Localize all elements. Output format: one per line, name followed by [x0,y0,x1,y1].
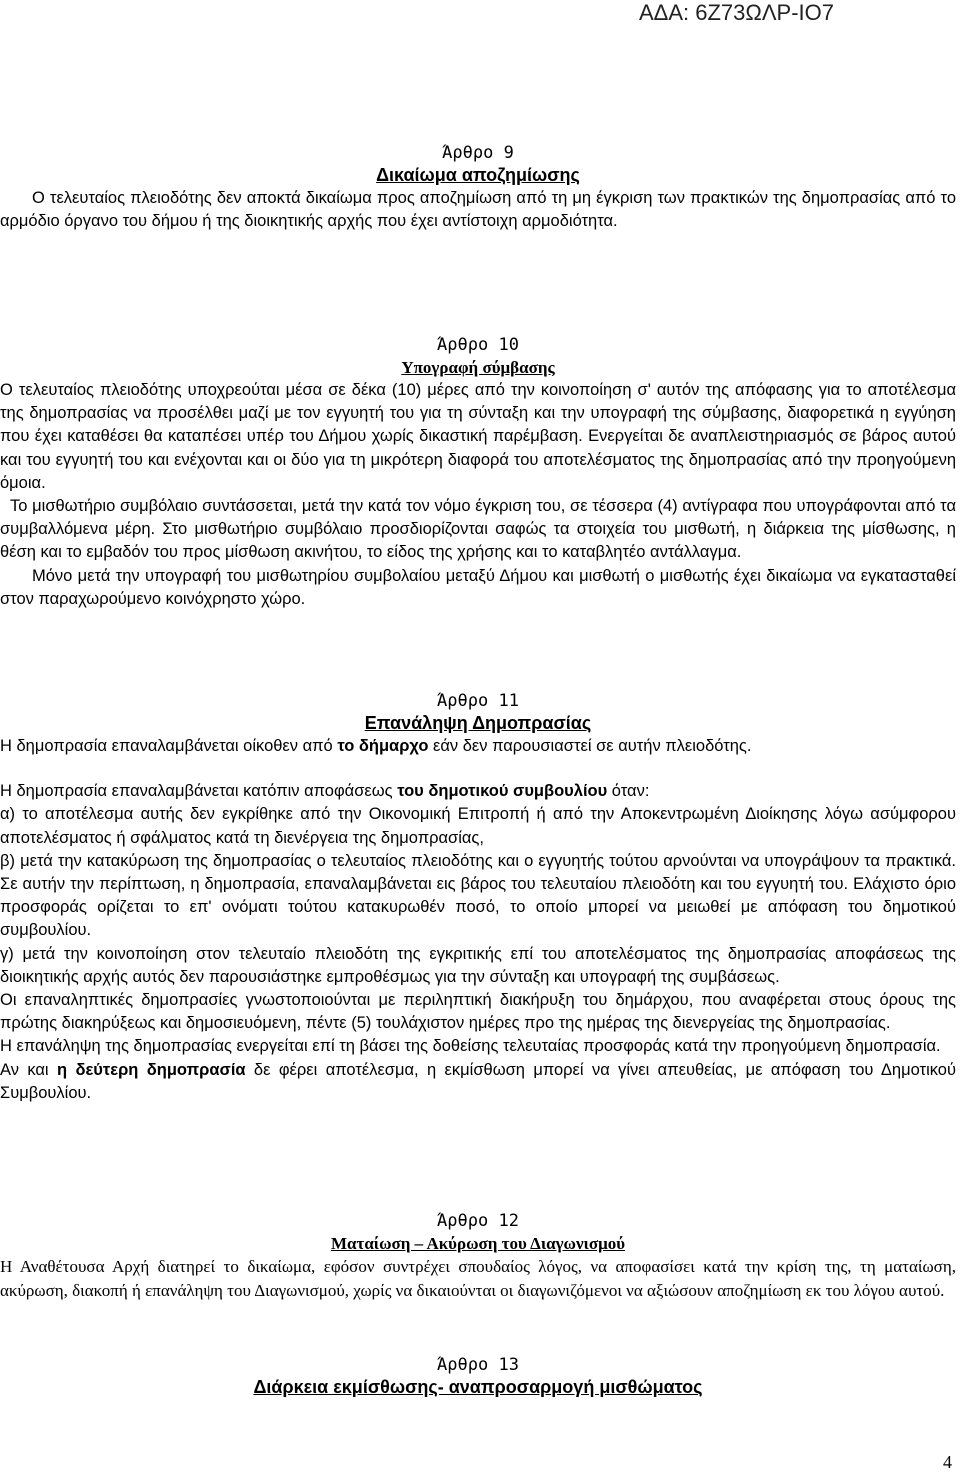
article-11-heading: Επανάληψη Δημοπρασίας [364,713,592,733]
text-span: δε φέρει αποτέλεσμα, η εκμίσθωση μπορεί να γίνει απευθείας, με απόφαση του Δημοτικού Συμβουλίου. [0,1060,956,1102]
text-span: όταν: [607,782,650,801]
page-number: 4 [943,1452,952,1472]
text-span: Η δημοπρασία επαναλαμβάνεται κατόπιν αποφάσεως [0,782,398,801]
text-span: Η δημοπρασία επαναλαμβάνεται οίκοθεν από [0,737,338,755]
article-9-heading: Δικαίωμα αποζημίωσης [376,165,580,185]
bold-text: του δημοτικού συμβουλίου [397,782,608,801]
article-9 [0,142,956,233]
article-10 [0,334,956,611]
article-11-paragraph-4: Η επανάληψη της δημοπρασίας ενεργείται επί τη βάσει της δοθείσης τελευταίας προσφοράς κατά την προηγούμενη δημοπρασία. [0,1037,941,1056]
bold-text: το δήμαρχο [337,737,429,755]
article-11-item-a: α) το αποτέλεσμα αυτής δεν εγκρίθηκε από την Οικονομική Επιτροπή ή από την Αποκεντρωμένη Διοίκησης λόγω ασύμφορου αποτελέσματος ή σφάλματος κατά τη διενέργεια της δημοπρασίας, [0,805,956,847]
article-11-item-b: β) μετά την κατακύρωση της δημοπρασίας ο τελευταίος πλειοδότης και ο εγγυητής τούτου αρνούνται να υπογράψουν τα πρακτικά. Σε αυτήν την περίπτωση, η δημοπρασία, επαναλαμβάνεται εις βάρος του τελευταίου πλειοδότη και του εγγυητή του. Ελάχιστο όριο προσφοράς ορίζεται το επ' ονόματι τούτου κατακυρωθέν ποσό, το οποίο μπορεί να μειωθεί με απόφαση του δημοτικού συμβουλίου. [0,851,956,940]
article-10-heading: Υπογραφή σύμβασης [401,358,555,377]
article-11-paragraph-1 [0,735,956,758]
article-9-paragraph: Ο τελευταίος πλειοδότης δεν αποκτά δικαίωμα προς αποζημίωση από τη μη έγκριση των πρακτικών της δημοπρασίας από το αρμόδιο όργανο του δήμου ή της διοικητικής αρχής που έχει αντίστοιχη αρμοδιότητα. [0,189,956,231]
article-13-title: Άρθρο 13 [437,1355,519,1375]
article-11-title: Άρθρο 11 [437,691,519,711]
spacer [0,758,956,780]
article-12-title: Άρθρο 12 [437,1211,519,1231]
article-10-title: Άρθρο 10 [437,335,519,355]
article-12-paragraph: Η Αναθέτουσα Αρχή διατηρεί το δικαίωμα, εφόσον συντρέχει σπουδαίος λόγος, να αποφασίσει κατά την κρίση της, τη ματαίωση, ακύρωση, διακοπή ή επανάληψη του Διαγωνισμού, χωρίς να δικαιούνται οι διαγωνιζόμενοι να αξιώσουν αποζημίωση εκ του λόγου αυτού. [0,1257,956,1300]
article-10-paragraph-1: Ο τελευταίος πλειοδότης υποχρεούται μέσα σε δέκα (10) μέρες από την κοινοποίηση σ' αυτόν της απόφασης για το αποτέλεσμα της δημοπρασίας να προσέλθει μαζί με τον εγγυητή του για τη σύνταξη και την υπογραφή της σύμβασης, διαφορετικά η εγγύηση που έχει καταθέσει θα καταπέσει υπέρ του Δήμου χωρίς δικαστική παρέμβαση. Ενεργείται δε αναπλειστηριασμός σε βάρος αυτού και του εγγυητή του και ενέχονται και οι δύο για τη μικρότερη διαφορά του αποτελέσματος της δημοπρασίας από την προηγούμενη όμοια. [0,381,956,492]
bold-text: η δεύτερη δημοπρασία [56,1060,246,1079]
article-11 [0,690,956,1105]
text-span: Αν και [0,1060,57,1079]
article-12-heading: Ματαίωση – Ακύρωση του Διαγωνισμού [330,1234,626,1253]
article-13-heading: Διάρκεια εκμίσθωσης- αναπροσαρμογή μισθώματος [253,1377,703,1397]
article-13 [0,1354,956,1399]
article-11-paragraph-5 [0,1059,956,1105]
article-10-paragraph-2: Το μισθωτήριο συμβόλαιο συντάσσεται, μετά την κατά τον νόμο έγκριση του, σε τέσσερα (4) αντίγραφα που υπογράφονται από τα συμβαλλόμενα μέρη. Στο μισθωτήριο συμβόλαιο προσδιορίζονται σαφώς τα στοιχεία του μισθωτή, η διάρκεια της μίσθωσης, η θέση και το εμβαδόν του προς μίσθωση ακινήτου, το είδος της χρήσης και το καταβλητέο αντάλλαγμα. [0,497,956,562]
article-10-paragraph-3: Μόνο μετά την υπογραφή του μισθωτηρίου συμβολαίου μεταξύ Δήμου και μισθωτή ο μισθωτής έχει δικαίωμα να εγκατασταθεί στον παραχωρούμενο κοινόχρηστο χώρο. [0,566,956,608]
text-span: εάν δεν παρουσιαστεί σε αυτήν πλειοδότης. [428,737,752,755]
ada-code: ΑΔΑ: 6Ζ73ΩΛΡ-ΙΟ7 [638,0,834,25]
article-9-title: Άρθρο 9 [442,143,514,163]
article-11-item-c: γ) μετά την κοινοποίηση στον τελευταίο πλειοδότη της εγκριτικής επί του αποτελέσματος της δημοπρασίας αποφάσεως της διοικητικής αρχής αυτός δεν παρουσιάστηκε εμπροθέσμως για την σύνταξη και υπογραφή της συμβάσεως. [0,944,956,986]
article-11-paragraph-3: Οι επαναληπτικές δημοπρασίες γνωστοποιούνται με περιληπτική διακήρυξη του δημάρχου, που αναφέρεται στους όρους της πρώτης διακηρύξεως και δημοσιευόμενη, πέντε (5) τουλάχιστον ημέρες προ της ημέρας της διενεργείας της δημοπρασίας. [0,991,956,1033]
article-12 [0,1210,956,1303]
article-11-paragraph-2 [0,780,956,803]
